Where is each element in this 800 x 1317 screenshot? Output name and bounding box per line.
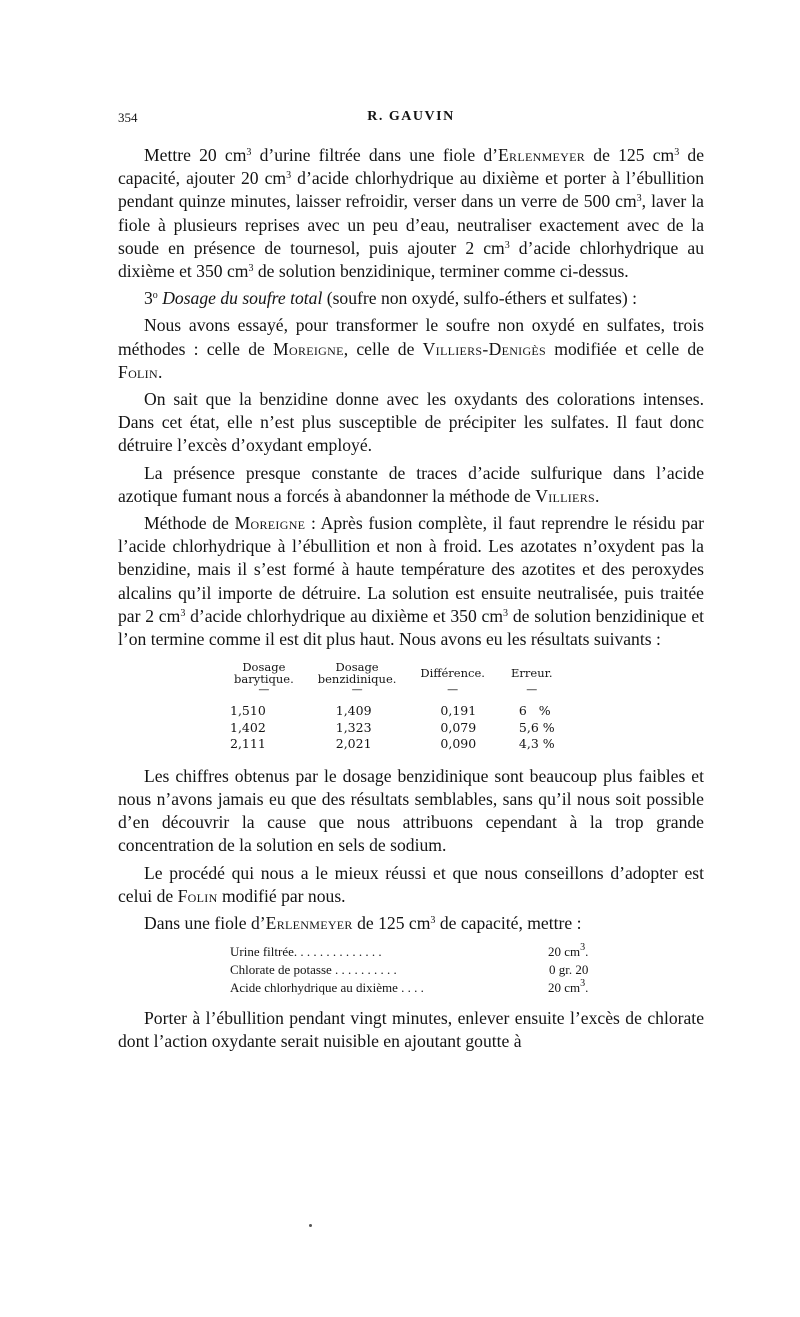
table-row: 2,111 2,021 0,090 4,3 % (230, 736, 555, 752)
running-title: R. GAUVIN (367, 109, 455, 124)
page-header (118, 108, 704, 130)
table-row: 1,402 1,323 0,079 5,6 % (230, 719, 555, 735)
section-heading: 3$^o$ Dosage du soufre total (soufre non oxydé, sulfo-éthers et sulfates) : (144, 288, 637, 309)
table-row: 1,510 1,409 0,191 6 % (230, 703, 551, 719)
paragraph-4: On sait que la benzidine donne avec les oxydants des colorations intenses. Dans cet état, elle n’est plus susceptible de précipiter les sulfates. Il faut donc détruire l’excès d’oxydant employé. (118, 389, 704, 456)
paragraph-1: Mettre 20 $cm^3$ d’urine filtrée dans une fiole d’Erlenmeyer de 125 $cm^3$ de capacité, ajouter 20 $cm^3$ d’acide chlorhydrique au dixième et porter à l’ébullition pendant quinze minutes, laisser refroidir, verser dans un verre de 500 $cm^3$, laver la fiole à plusieurs reprises avec un peu d’eau, neutraliser exactement avec de la soude en présence de tournesol, puis ajouter 2 $cm^3$ d’acide chlorhydrique au dixième et 350 $cm^3$ de solution benzidinique, terminer comme ci-dessus. (118, 145, 704, 282)
paragraph-7: Les chiffres obtenus par le dosage benzidinique sont beaucoup plus faibles et nous n’avons jamais eu que des résultats semblables, sans qu’il nous soit possible d’en découvrir la cause que nous attribuons cependant à la trop grande concentration de la solution en sels de sodium. (118, 765, 704, 856)
paragraph-6: Méthode de Moreigne : Après fusion complète, il faut reprendre le résidu par l’acide chlorhydrique à l’ébullition et non à froid. Les azotates n’oxydent pas la benzidine, mais il s’est formé à haute température des azotites et des peroxydes alcalins qu’il importe de détruire. La solution est ensuite neutralisée, puis traitée par 2 $cm^3$ d’acide chlorhydrique au dixième et 350 $cm^3$ de solution benzidinique et l’on termine comme il est dit plus haut. Nous avons eu les résultats suivants : (118, 513, 705, 650)
paragraph-10: Porter à l’ébullition pendant vingt minutes, enlever ensuite l’excès de chlorate dont l’action oxydante serait nuisible en ajoutant goutte à (118, 1008, 704, 1052)
paragraph-9: Dans une fiole d’Erlenmeyer de 125 $cm^3$ de capacité, mettre : (144, 912, 582, 933)
body-text (118, 144, 704, 1054)
list-item: Acide chlorhydrique au dixième . . . . 20 $cm^3$. (230, 978, 589, 996)
col-header-benzidinique: Dosage benzidinique. (317, 660, 397, 687)
col-header-barytique: Dosage barytique. (234, 660, 294, 687)
results-table (222, 661, 567, 753)
paragraph-3: Nous avons essayé, pour transformer le soufre non oxydé en sulfates, trois méthodes : celle de Moreigne, celle de Villiers-Denigès modifiée et celle de Folin. (118, 315, 704, 382)
speck-mark (309, 1224, 312, 1227)
results-header-row (222, 661, 567, 685)
reagents-list (230, 943, 588, 997)
list-item: Chlorate de potasse . . . . . . . . . . 0 gr. 20 (230, 962, 589, 978)
list-item: Urine filtrée. . . . . . . . . . . . . . 20 $cm^3$. (230, 942, 589, 960)
paragraph-5: La présence presque constante de traces d’acide sulfurique dans l’acide azotique fumant nous a forcés à abandonner la méthode de Villiers. (118, 462, 704, 506)
name-erlenmeyer: Erlenmeyer (498, 145, 586, 165)
paragraph-8: Le procédé qui nous a le mieux réussi et que nous conseillons d’adopter est celui de Folin modifié par nous. (118, 862, 704, 906)
section-title: Dosage du soufre total (157, 288, 323, 309)
page-number: 354 (118, 110, 138, 125)
dash-row: — — — — (258, 683, 538, 697)
col-header-erreur: Erreur. (511, 666, 553, 681)
col-header-difference: Différence. (420, 666, 485, 681)
